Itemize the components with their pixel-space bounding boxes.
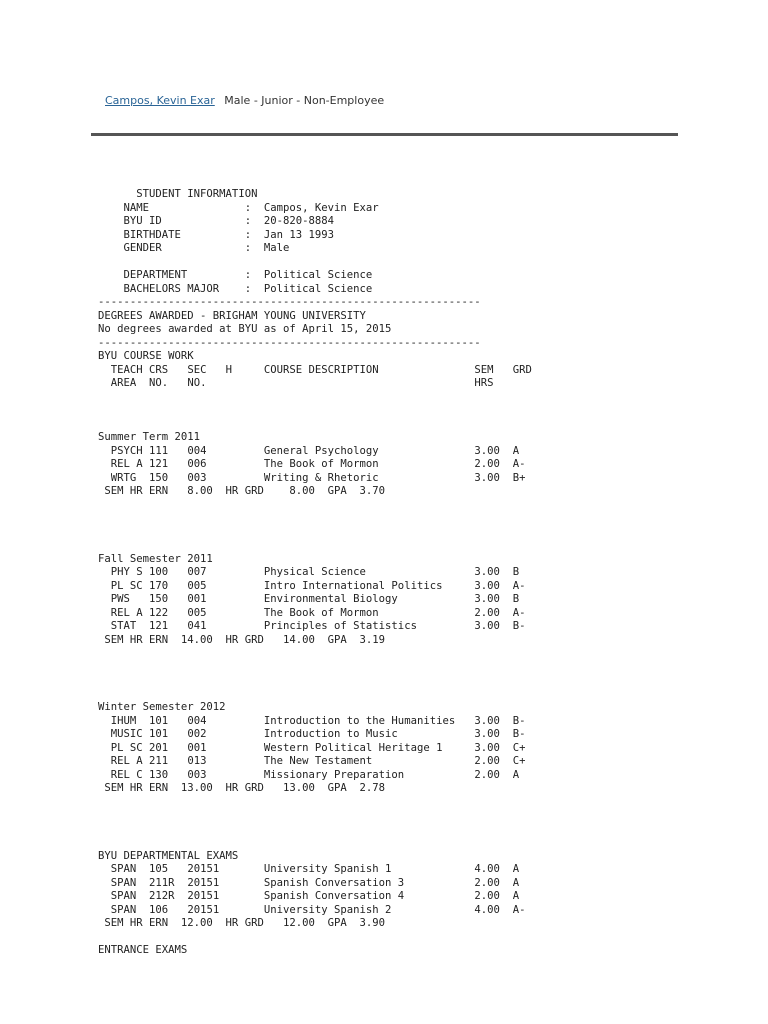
course-number: 105 [149, 863, 169, 875]
course-hours: 3.00 [474, 566, 500, 578]
course-section: 041 [187, 620, 207, 632]
course-number: 121 [149, 620, 169, 632]
course-section: 001 [187, 741, 207, 754]
term-summary-text: SEM HR ERN 14.00 HR GRD 14.00 GPA 3.19 [104, 633, 386, 646]
course-description: Writing & Rhetoric [263, 471, 379, 484]
course-hours: 2.00 [474, 458, 500, 470]
course-hours: 3.00 [474, 471, 500, 484]
student-description: Male - Junior - Non-Employee [224, 94, 385, 107]
course-description: Intro International Politics [263, 579, 443, 592]
info-label: NAME [123, 201, 150, 214]
info-separator: : [244, 269, 252, 281]
course-hours: 3.00 [474, 444, 500, 457]
info-label: GENDER [123, 242, 162, 254]
course-description: University Spanish 1 [263, 863, 392, 875]
course-description: Spanish Conversation 4 [263, 890, 405, 902]
course-grade: B- [512, 714, 526, 727]
course-grade: A [512, 444, 520, 457]
course-number: 106 [149, 903, 169, 916]
course-description: Introduction to Music [263, 728, 398, 740]
course-area: PSYCH [110, 444, 143, 457]
info-value: Jan 13 1993 [263, 228, 335, 241]
dash-rule: ------------------------------------------------------------ [98, 296, 481, 308]
col-crs-no: NO. [149, 377, 169, 389]
course-description: University Spanish 2 [263, 903, 392, 916]
course-description: The New Testament [263, 755, 373, 767]
course-number: 100 [149, 566, 169, 578]
section-heading: STUDENT INFORMATION [136, 188, 258, 200]
course-number: 201 [149, 741, 169, 754]
course-grade: A- [512, 606, 526, 619]
section-heading: BYU DEPARTMENTAL EXAMS [98, 849, 239, 862]
col-teach: TEACH [110, 363, 143, 376]
course-hours: 4.00 [474, 863, 500, 875]
course-hours: 3.00 [474, 579, 500, 592]
info-value: Political Science [263, 269, 373, 281]
course-section: 004 [187, 714, 207, 727]
col-crs: CRS [149, 363, 169, 376]
term-summary-text: SEM HR ERN 12.00 HR GRD 12.00 GPA 3.90 [104, 917, 386, 929]
course-grade: A [512, 876, 520, 889]
section-heading: ENTRANCE EXAMS [98, 944, 188, 956]
course-grade: A- [512, 458, 526, 470]
course-hours: 3.00 [474, 728, 500, 740]
course-grade: C+ [512, 755, 526, 767]
course-hours: 3.00 [474, 593, 500, 605]
course-area: STAT [110, 620, 137, 632]
info-separator: : [244, 228, 252, 241]
course-number: 111 [149, 444, 169, 457]
col-desc: COURSE DESCRIPTION [263, 363, 379, 376]
course-hours: 2.00 [474, 876, 500, 889]
info-label: BYU ID [123, 215, 162, 227]
course-section: 002 [187, 728, 207, 740]
info-separator: : [244, 242, 252, 254]
term-summary-text: SEM HR ERN 13.00 HR GRD 13.00 GPA 2.78 [104, 782, 386, 794]
course-description: Spanish Conversation 3 [263, 876, 405, 889]
info-value: Campos, Kevin Exar [263, 201, 379, 214]
course-grade: B [512, 566, 520, 578]
term-name: Summer Term 2011 [98, 431, 201, 443]
course-grade: B [512, 593, 520, 605]
col-hrs: HRS [474, 377, 494, 389]
section-heading: DEGREES AWARDED - BRIGHAM YOUNG UNIVERSITY [98, 309, 366, 322]
course-grade: B- [512, 620, 526, 632]
course-area: PWS [110, 593, 130, 605]
course-hours: 2.00 [474, 606, 500, 619]
course-grade: B- [512, 728, 526, 740]
course-area: REL A [110, 755, 143, 767]
term-summary-text: SEM HR ERN 8.00 HR GRD 8.00 GPA 3.70 [104, 485, 386, 497]
course-section: 005 [187, 606, 207, 619]
course-description: Principles of Statistics [263, 620, 417, 632]
term-name: Winter Semester 2012 [98, 701, 226, 713]
degrees-note: No degrees awarded at BYU as of April 15, 2015 [98, 323, 392, 335]
course-number: 121 [149, 458, 169, 470]
course-description: The Book of Mormon [263, 606, 379, 619]
course-grade: A [512, 768, 520, 781]
course-area: SPAN [110, 863, 137, 875]
course-number: 211R [149, 876, 175, 889]
course-area: REL A [110, 606, 143, 619]
course-number: 211 [149, 755, 169, 767]
course-section: 007 [187, 566, 207, 578]
info-separator: : [244, 201, 252, 214]
course-description: Introduction to the Humanities [263, 714, 456, 727]
course-section: 20151 [187, 903, 220, 916]
course-grade: B+ [512, 471, 526, 484]
course-section: 006 [187, 458, 207, 470]
course-number: 101 [149, 714, 169, 727]
course-area: PHY S [110, 566, 143, 578]
course-description: Missionary Preparation [263, 768, 405, 781]
course-hours: 2.00 [474, 755, 500, 767]
course-area: MUSIC [110, 728, 143, 740]
course-area: REL A [110, 458, 143, 470]
info-value: Political Science [263, 282, 373, 295]
course-section: 20151 [187, 876, 220, 889]
section-heading: BYU COURSE WORK [98, 350, 194, 362]
course-number: 150 [149, 471, 169, 484]
info-label: DEPARTMENT [123, 269, 188, 281]
header-divider [91, 133, 678, 136]
info-separator: : [244, 215, 252, 227]
course-area: PL SC [110, 741, 143, 754]
course-hours: 3.00 [474, 741, 500, 754]
course-grade: A- [512, 903, 526, 916]
course-number: 170 [149, 579, 169, 592]
col-sec-no: NO. [187, 377, 207, 389]
course-section: 001 [187, 593, 207, 605]
course-area: WRTG [110, 471, 137, 484]
course-grade: A [512, 890, 520, 902]
course-hours: 4.00 [474, 903, 500, 916]
course-description: Western Political Heritage 1 [263, 741, 443, 754]
course-description: Environmental Biology [263, 593, 398, 605]
course-section: 004 [187, 444, 207, 457]
course-section: 003 [187, 471, 207, 484]
info-label: BIRTHDATE [123, 228, 181, 241]
col-h: H [225, 363, 232, 376]
course-number: 212R [149, 890, 175, 902]
student-name-link[interactable]: Campos, Kevin Exar [105, 94, 215, 107]
course-number: 130 [149, 768, 169, 781]
col-sec: SEC [187, 363, 207, 376]
course-section: 005 [187, 579, 207, 592]
term-name: Fall Semester 2011 [98, 552, 213, 565]
course-number: 150 [149, 593, 169, 605]
course-section: 013 [187, 755, 207, 767]
course-hours: 2.00 [474, 768, 500, 781]
col-area: AREA [110, 377, 137, 389]
course-area: SPAN [110, 876, 137, 889]
course-grade: C+ [512, 741, 526, 754]
course-number: 122 [149, 606, 169, 619]
course-description: Physical Science [263, 566, 366, 578]
student-header [105, 94, 384, 107]
course-grade: A- [512, 579, 526, 592]
course-area: PL SC [110, 579, 143, 592]
course-hours: 3.00 [474, 714, 500, 727]
col-sem: SEM [474, 363, 494, 376]
col-grd: GRD [512, 363, 532, 376]
course-description: The Book of Mormon [263, 458, 379, 470]
info-value: 20-820-8884 [263, 215, 335, 227]
info-separator: : [244, 282, 252, 295]
dash-rule: ------------------------------------------------------------ [98, 336, 481, 349]
course-hours: 3.00 [474, 620, 500, 632]
course-hours: 2.00 [474, 890, 500, 902]
course-section: 20151 [187, 863, 220, 875]
course-section: 20151 [187, 890, 220, 902]
info-label: BACHELORS MAJOR [123, 282, 220, 295]
course-area: SPAN [110, 890, 137, 902]
course-area: IHUM [110, 714, 137, 727]
course-description: General Psychology [263, 444, 379, 457]
course-area: SPAN [110, 903, 137, 916]
course-number: 101 [149, 728, 169, 740]
course-area: REL C [110, 768, 143, 781]
course-section: 003 [187, 768, 207, 781]
info-value: Male [263, 242, 290, 254]
course-grade: A [512, 863, 520, 875]
